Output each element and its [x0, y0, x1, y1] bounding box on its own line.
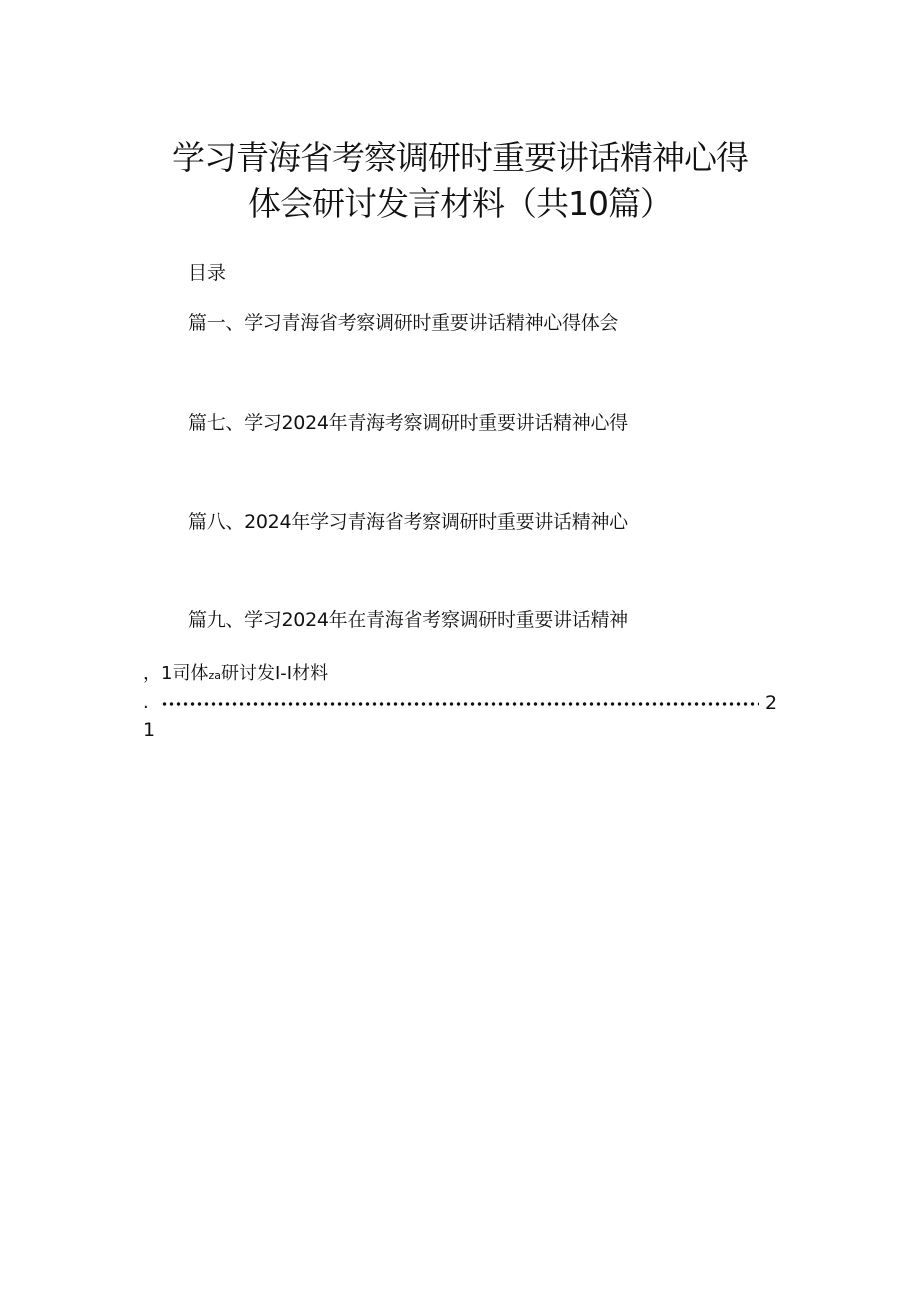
continuation-suffix: 研讨发I-I材料: [220, 663, 329, 684]
document-title-line-2: 体会研讨发言材料（共10篇）: [248, 184, 672, 223]
continuation-small-text: za: [208, 669, 221, 682]
leader-start-mark: .: [143, 692, 149, 713]
document-title-line-1: 学习青海省考察调研时重要讲话精神心得: [172, 138, 748, 177]
toc-entry: 篇九、学习2024年在青海省考察调研时重要讲话精神: [188, 609, 628, 631]
continuation-prefix: ，1司体: [143, 663, 209, 684]
toc-entry: 篇一、学习青海省考察调研时重要讲话精神心得体会: [188, 312, 619, 334]
toc-entry: 篇七、学习2024年青海考察调研时重要讲话精神心得: [188, 412, 628, 434]
toc-heading: 目录: [188, 262, 227, 284]
toc-entry-continuation: [143, 661, 328, 689]
toc-dot-leader: [143, 690, 783, 716]
toc-page-number: 2: [765, 692, 778, 714]
toc-entry: 篇八、2024年学习青海省考察调研时重要讲话精神心: [188, 511, 628, 533]
dot-leader-dots: [161, 702, 759, 706]
toc-page-number-continued: 1: [143, 719, 156, 741]
